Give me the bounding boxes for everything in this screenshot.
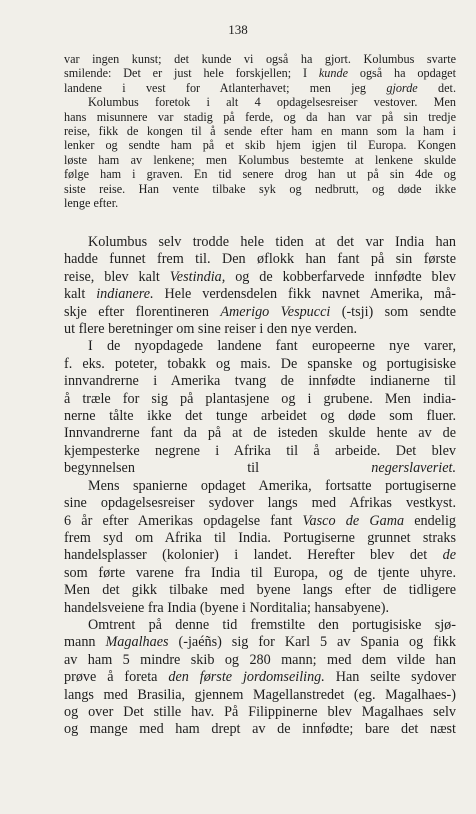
text-line: skje efter florentineren Amerigo Vespucci (-tsji) som sendte bbox=[64, 303, 456, 320]
text-line: følge ham i graven. En tid senere drog han ut på sin 4de og bbox=[64, 167, 456, 182]
text-line: langs med Brasilia, gjennem Magellanstredet (eg. Magalhaes-) bbox=[64, 686, 456, 703]
text-line: hans misunnere var stadig på ferde, og da han var på sin tredje bbox=[64, 109, 456, 124]
text-line: smilende: Det er just hele forskjellen; I kunde også ha opdaget bbox=[64, 66, 456, 81]
text-line: lenge efter. bbox=[64, 196, 119, 211]
text-line: landene i vest for Atlanterhavet; men jeg gjorde det. bbox=[64, 80, 456, 95]
text-line: begynnelsen til negerslaveriet. bbox=[64, 460, 456, 477]
text-line: handelsplasser (kolonier) i landet. Herefter blev det de bbox=[64, 547, 456, 564]
text-line: lenker og sendte ham på et skib hjem igjen til Europa. Kongen bbox=[64, 138, 456, 153]
text-line: var ingen kunst; det kunde vi også ha gjort. Kolumbus svarte bbox=[64, 52, 456, 66]
text-line: Innvandrerne fant da på at de isteden skulde hente av de bbox=[64, 425, 456, 442]
text-line: nerne tålte ikke det tunge arbeidet og døde som fluer. bbox=[64, 408, 456, 425]
text-line: av ham 5 mindre skib og 280 mann; med dem vilde han bbox=[64, 651, 456, 668]
text-line: og over Det stille hav. På Filippinerne blev Magalhaes selv bbox=[64, 703, 456, 720]
text-line: reise, fikk de kongen til å sende efter ham en mann som la ham i bbox=[64, 124, 456, 139]
text-line: prøve å foreta den første jordomseiling. Han seilte sydover bbox=[64, 669, 456, 686]
text-line: sine opdagelsesreiser sydover langs med Afrikas vestkyst. bbox=[64, 495, 456, 512]
text-line: innvandrerne i Amerika tvang de innfødte indianerne til bbox=[64, 373, 456, 390]
small-print-section bbox=[64, 52, 456, 210]
text-line: I de nyopdagede landene fant europeerne nye varer, bbox=[88, 338, 456, 355]
text-line: frem syd om Afrika til India. Portugiserne grunnet straks bbox=[64, 529, 456, 546]
text-line: siste reise. Han vente tilbake syk og nedbrutt, og døde ikke bbox=[64, 181, 456, 196]
text-line: f. eks. poteter, tobakk og mais. De spanske og portugisiske bbox=[64, 355, 456, 372]
main-text-section bbox=[64, 234, 456, 739]
text-line: Men det gikk tilbake med byene langs efter de tidligere bbox=[64, 582, 456, 599]
text-line: mann Magalhaes (-jaéñs) sig for Karl 5 av Spania og fikk bbox=[64, 634, 456, 651]
text-line: ut flere beretninger om sine reiser i den nye verden. bbox=[64, 321, 358, 338]
text-line: som førte varene fra India til Europa, og de tjente uhyre. bbox=[64, 564, 456, 581]
text-line: og mange med ham drept av de innfødte; bare det næst bbox=[64, 721, 456, 738]
text-line: Mens spanierne opdaget Amerika, fortsatte portugiserne bbox=[88, 477, 456, 494]
text-line: kjempesterke negrene i Afrika til å arbeide. Det blev bbox=[64, 442, 456, 459]
text-line: Kolumbus selv trodde hele tiden at det var India han bbox=[88, 234, 456, 250]
text-line: å træle for sig på plantasjene og i grubene. Men india- bbox=[64, 390, 456, 407]
text-line: løste ham av lenkene; men Kolumbus bestemte at lenkene skulde bbox=[64, 152, 456, 167]
text-line: reise, blev kalt Vestindia, og de kobberfarvede innfødte blev bbox=[64, 268, 456, 285]
text-line: 6 år efter Amerikas opdagelse fant Vasco de Gama endelig bbox=[64, 512, 457, 529]
text-line: kalt indianere. Hele verdensdelen fikk navnet Amerika, må- bbox=[64, 286, 456, 303]
page-number: 138 bbox=[228, 22, 248, 37]
text-line: Omtrent på denne tid fremstilte den portugisiske sjø- bbox=[88, 616, 456, 633]
text-line: handelsveiene fra India (byene i Norditalia; hansabyene). bbox=[64, 599, 389, 616]
text-line: Kolumbus foretok i alt 4 opdagelsesreiser vestover. Men bbox=[88, 95, 456, 110]
text-line: hadde funnet frem til. Den øflokk han fant på sin første bbox=[64, 251, 456, 268]
